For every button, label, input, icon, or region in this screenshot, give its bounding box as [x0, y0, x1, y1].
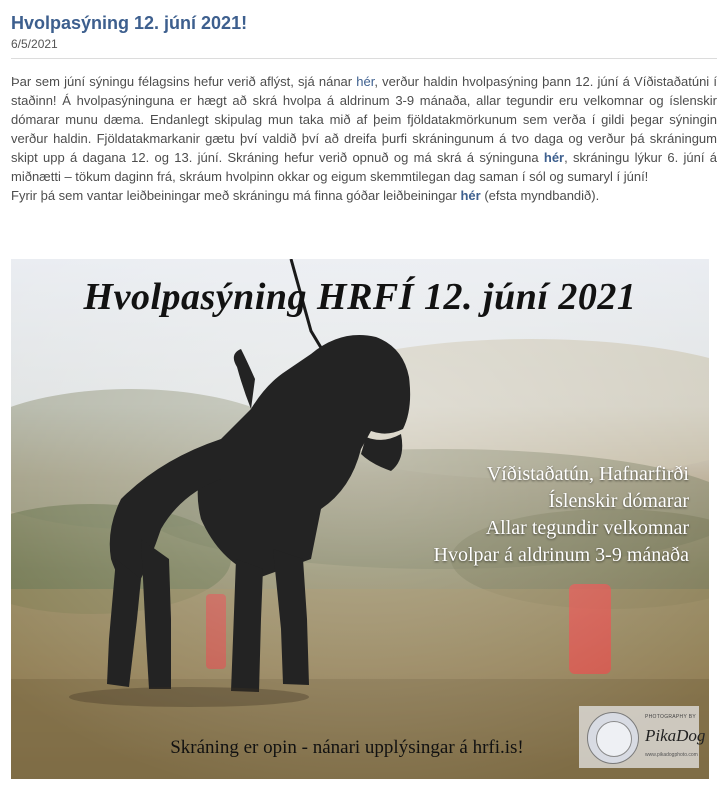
post-date: 6/5/2021 [11, 37, 58, 51]
banner-line-age: Hvolpar á aldrinum 3-9 mánaða [433, 544, 689, 566]
banner-line-location: Víðistaðatún, Hafnarfirði [486, 463, 689, 485]
link-announcement-here[interactable]: hér [356, 74, 375, 89]
photographer-url: www.pikadogphoto.com [645, 752, 698, 758]
link-instructions-here[interactable]: hér [460, 188, 481, 203]
post-paragraph: Þar sem júní sýningu félagsins hefur verið aflýst, sjá nánar hér, verður haldin hvolpasýning þann 12. júní á Víðistaðatúni í staðinn! Á hvolpasýninguna er hægt að skrá hvolpa á aldrinum 3-9 mánaða, allar tegundir eru velkomnar og íslenskir dómarar munu dæma. Endanlegt skipulag mun taka mið af þeim fjöldatakmörkunum sem verða í gildi þegar sýningin verður haldin. Fjöldatakmarkanir gætu því valdið því að dreifa þurfi skráningunum á tvo daga og verður þá skráningum skipt upp á dagana 12. og 13. júní. Skráning hefur verið opnuð og má skrá á sýninguna hér, skráningu lýkur 6. júní á miðnætti – tökum daginn frá, skráum hvolpinn okkar og eigum skemmtilegan dag saman í sól og sumaryl í júní! [11, 74, 717, 184]
title-divider [11, 58, 717, 59]
banner-title: Hvolpasýning HRFÍ 12. júní 2021 [83, 276, 637, 318]
banner-line-judges: Íslenskir dómarar [548, 490, 689, 512]
post-title[interactable]: Hvolpasýning 12. júní 2021! [11, 13, 248, 33]
club-seal-center [596, 721, 632, 757]
banner-info-lines [434, 461, 689, 569]
blog-post [11, 0, 717, 203]
post-body [11, 72, 717, 205]
banner-line-breeds: Allar tegundir velkomnar [485, 517, 689, 539]
club-seal-logo [587, 712, 639, 764]
event-banner-image [11, 259, 709, 779]
banner-footer-text: Skráning er opin - nánari upplýsingar á hrfi.is! [170, 737, 524, 758]
post-paragraph-instructions: Fyrir þá sem vantar leiðbeiningar með skráningu má finna góðar leiðbeiningar hér (efsta myndbandið). [11, 188, 600, 203]
banner-logos [579, 706, 706, 768]
link-registration-here[interactable]: hér [543, 150, 565, 165]
photographer-signature-logo: PikaDog [645, 726, 706, 745]
photo-credit-label: PHOTOGRAPHY BY [645, 714, 696, 720]
